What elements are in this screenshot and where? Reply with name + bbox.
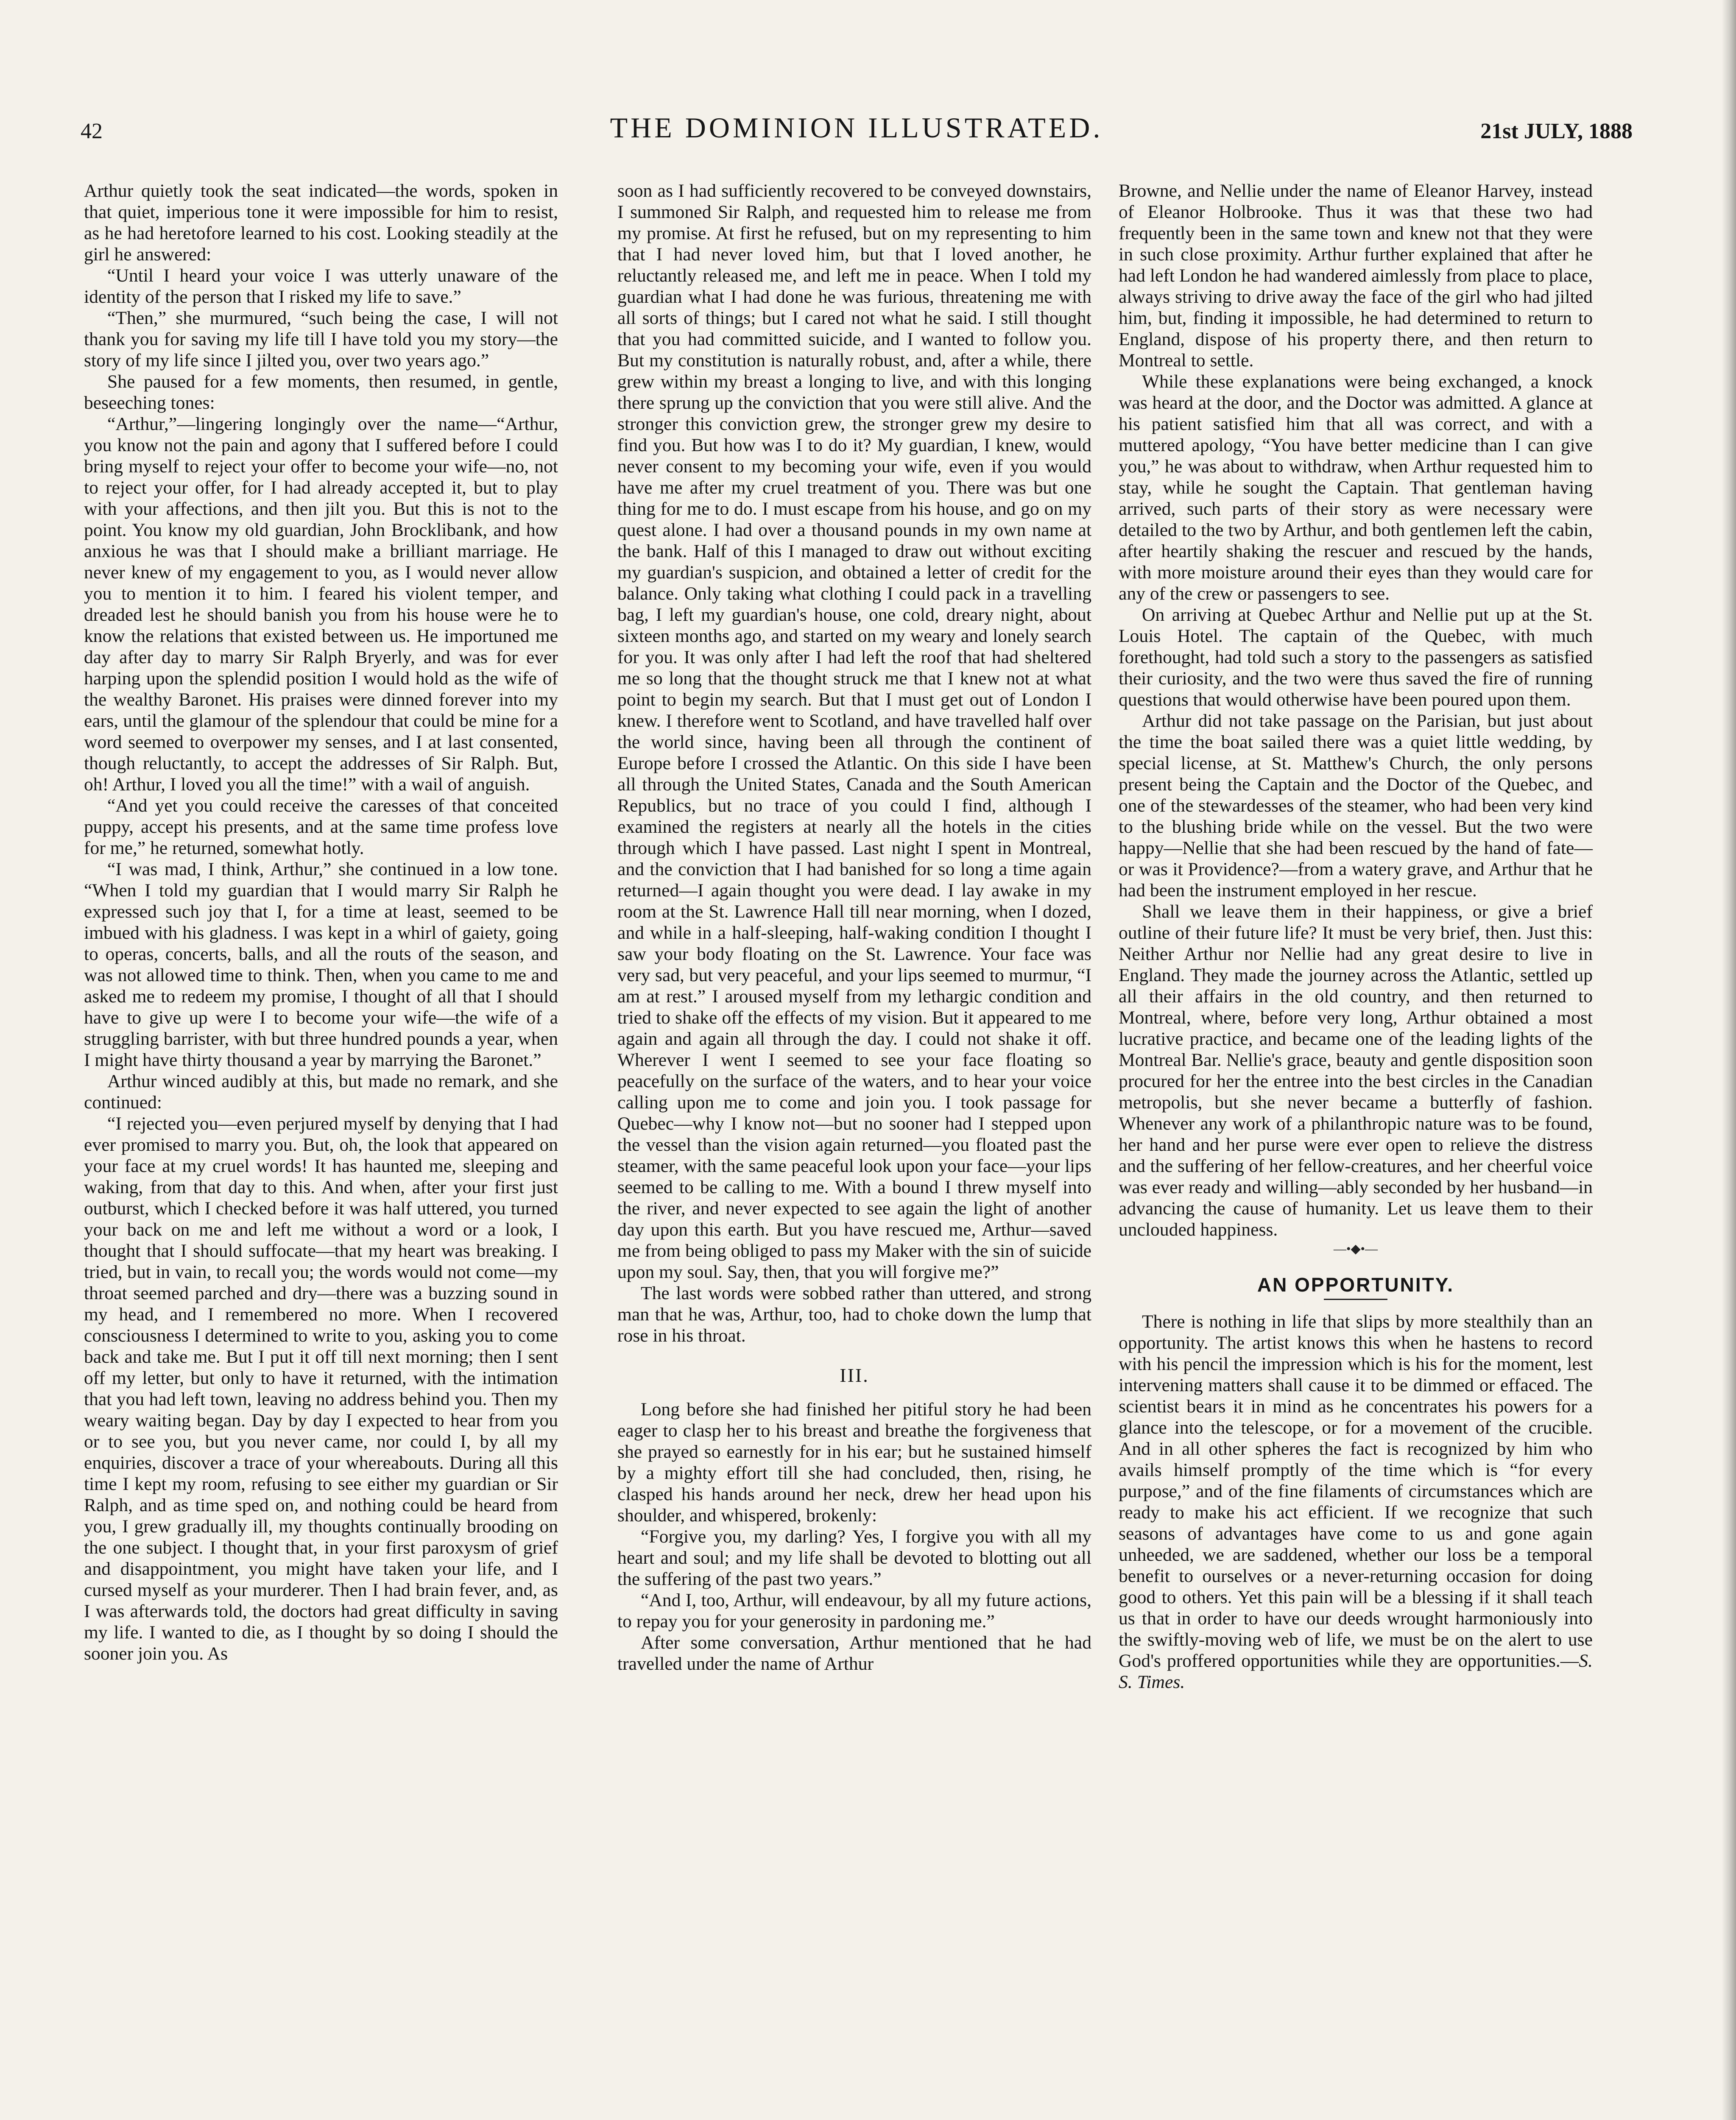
paragraph: “I was mad, I think, Arthur,” she continued in a low tone. “When I told my guardian that I would marry Sir Ralph he expressed such joy that I, for a time at least, seemed to be imbued with his gladness. I was kept in a whirl of gaiety, going to operas, concerts, balls, and all the routs of the season, and was not allowed time to think. Then, when you came to me and asked me to redeem my promise, I thought of all that I should have to give up were I to become your wife—the wife of a struggling barrister, with but three hundred pounds a year, when I might have thirty thousand a year by marrying the Baronet.” — [84, 859, 558, 1070]
paragraph: Arthur winced audibly at this, but made no remark, and she continued: — [84, 1071, 558, 1113]
paragraph: Browne, and Nellie under the name of Eleanor Harvey, instead of Eleanor Holbrooke. Thus it was that these two had frequently been in the same town and knew not that they were in such close proximity. Arthur further explained that after he had left London he had wandered aimlessly from place to place, always striving to drive away the face of the girl who had jilted him, but, finding it impossible, he had determined to return to England, dispose of his property there, and then return to Montreal to settle. — [1119, 181, 1593, 371]
paragraph: “And yet you could receive the caresses of that conceited puppy, accept his presents, and at the same time profess love for me,” he returned, somewhat hotly. — [84, 795, 558, 858]
paragraph: She paused for a few moments, then resumed, in gentle, beseeching tones: — [84, 371, 558, 413]
page-edge-shadow — [1722, 0, 1736, 2120]
section-number: III. — [840, 1364, 869, 1386]
article-text: There is nothing in life that slips by more stealthily than an opportunity. The artist knows this when he hastens to record with his pencil the impression which is his for the moment, lest intervening matters shall cause it to be dimmed or effaced. The scientist bears it in mind as he concentrates his powers for a glance into the telescope, or for a movement of the crucible. And in all other spheres the fact is recognized by him who avails himself promptly of the time which is “for every purpose,” and of the fine filaments of circumstances which are ready to make his act efficient. If we recognize that such seasons of advantages have come to us and gone again unheeded, we are saddened, whether our loss be a temporal benefit to ourselves or a never-returning occasion for doing good to others. Yet this pain will be a blessing if it shall teach us that in order to have our deeds wrought harmoniously into the swiftly-moving web of life, we must be on the alert to use God's proffered opportunities while they are opportunities.— — [1119, 1311, 1593, 1671]
paragraph: Arthur quietly took the seat indicated—the words, spoken in that quiet, imperious tone it were impossible for him to resist, as he had heretofore learned to his cost. Looking steadily at the girl he answered: — [84, 181, 558, 265]
column-1 — [84, 180, 558, 1664]
paragraph: Long before she had finished her pitiful story he had been eager to clasp her to his breast and breathe the forgiveness that she prayed so earnestly for in his ear; but he sustained himself by a mighty effort till she had concluded, then, rising, he clasped his hands around her neck, drew her head upon his shoulder, and whispered, brokenly: — [617, 1399, 1091, 1526]
publication-title: THE DOMINION ILLUSTRATED. — [610, 112, 1103, 144]
section-ornament: —•◆•— — [1333, 1242, 1378, 1256]
article-source: S. S. Times. — [1119, 1651, 1593, 1692]
paragraph: “And I, too, Arthur, will endeavour, by all my future actions, to repay you for your generosity in pardoning me.” — [617, 1590, 1091, 1632]
paragraph: Arthur did not take passage on the Parisian, but just about the time the boat sailed there was a quiet little wedding, by special license, at St. Matthew's Church, the only persons present being the Captain and the Doctor of the Quebec, and one of the stewardesses of the steamer, who had been very kind to the blushing bride while on the vessel. But the two were happy—Nellie that she had been rescued by the hand of fate—or was it Providence?—from a watery grave, and Arthur that he had been the instrument employed in her rescue. — [1119, 711, 1593, 901]
paragraph: Shall we leave them in their happiness, or give a brief outline of their future life? It must be very brief, then. Just this: Neither Arthur nor Nellie had any great desire to live in England. They made the journey across the Atlantic, settled up all their affairs in the old country, and then returned to Montreal, where, before very long, Arthur obtained a most lucrative practice, and became one of the leading lights of the Montreal Bar. Nellie's grace, beauty and gentle disposition soon procured for her the entree into the best circles in the Canadian metropolis, but she never became a butterfly of fashion. Whenever any work of a philanthropic nature was to be found, her hand and her purse were ever open to relieve the distress and the suffering of her fellow-creatures, and her cheerful voice was ever ready and willing—ably seconded by her husband—in advancing the cause of humanity. Let us leave them to their unclouded happiness. — [1119, 901, 1593, 1240]
issue-date: 21st JULY, 1888 — [1480, 119, 1633, 143]
paragraph: After some conversation, Arthur mentioned that he had travelled under the name of Arthur — [617, 1632, 1091, 1674]
paragraph: The last words were sobbed rather than uttered, and strong man that he was, Arthur, too, had to choke down the lump that rose in his throat. — [617, 1283, 1091, 1346]
paragraph: While these explanations were being exchanged, a knock was heard at the door, and the Doctor was admitted. A glance at his patient satisfied him that all was correct, and with a muttered apology, “You have better medicine than I can give you,” he was about to withdraw, when Arthur requested him to stay, while he sought the Captain. That gentleman having arrived, such parts of their story as were necessary were detailed to the two by Arthur, and both gentlemen left the cabin, after heartily shaking the rescuer and rescued by the hands, with more moisture around their eyes than they would care for any of the crew or passengers to see. — [1119, 371, 1593, 604]
page-number: 42 — [81, 119, 103, 143]
paragraph: “I rejected you—even perjured myself by denying that I had ever promised to marry you. But, oh, the look that appeared on your face at my cruel words! It has haunted me, sleeping and waking, from that day to this. And when, after your first just outburst, which I checked before it was half uttered, you turned your back on me and left me without a word or a look, I thought that I should suffocate—that my heart was breaking. I tried, but in vain, to recall you; the words would not come—my throat seemed parched and dry—there was a buzzing sound in my head, and I remembered no more. When I recovered consciousness I determined to write to you, asking you to come back and take me. But I put it off till next morning; then I sent off my letter, but only to have it returned, with the intimation that you had left town, leaving no address behind you. Then my weary waiting began. Day by day I expected to hear from you or to see you, but you never came, nor could I, by all my enquiries, discover a trace of your whereabouts. During all this time I kept my room, refusing to see either my guardian or Sir Ralph, and as time sped on, and nothing could be heard from you, I grew gradually ill, my thoughts continually brooding on the one subject. I thought that, in your first paroxysm of grief and disappointment, you might have taken your life, and I cursed myself as your murderer. Then I had brain fever, and, as I was afterwards told, the doctors had great difficulty in saving my life. I wanted to die, as I thought by so doing I should the sooner join you. As — [84, 1113, 558, 1664]
column-3 — [1119, 180, 1593, 1693]
paragraph: “Then,” she murmured, “such being the case, I will not thank you for saving my life till I have told you my story—the story of my life since I jilted you, over two years ago.” — [84, 308, 558, 371]
article-body — [1119, 1311, 1593, 1693]
paragraph: “Until I heard your voice I was utterly unaware of the identity of the person that I risked my life to save.” — [84, 265, 558, 307]
paragraph: On arriving at Quebec Arthur and Nellie put up at the St. Louis Hotel. The captain of the Quebec, with much forethought, had told such a story to the passengers as satisfied their curiosity, and the two were thus saved the fire of running questions that would otherwise have been poured upon them. — [1119, 605, 1593, 710]
column-2 — [617, 180, 1091, 1674]
page-header — [81, 111, 1633, 149]
paragraph: “Forgive you, my darling? Yes, I forgive you with all my heart and soul; and my life shall be devoted to blotting out all the suffering of the past two years.” — [617, 1526, 1091, 1589]
paragraph: “Arthur,”—lingering longingly over the name—“Arthur, you know not the pain and agony that I suffered before I could bring myself to reject your offer to become your wife—no, not to reject your offer, for I had already accepted it, but to play with your affections, and then jilt you. But this is not to the point. You know my old guardian, John Brocklibank, and how anxious he was that I should make a brilliant marriage. He never knew of my engagement to you, as I would never allow you to mention it to him. I feared his violent temper, and dreaded lest he should banish you from his house were he to know the relations that existed between us. He importuned me day after day to marry Sir Ralph Bryerly, and was for ever harping upon the splendid position I would hold as the wife of the wealthy Baronet. His praises were dinned forever into my ears, until the glamour of the splendour that could be mine for a word seemed to overpower my senses, and I at last consented, though reluctantly, to accept the addresses of Sir Ralph. But, oh! Arthur, I loved you all the time!” with a wail of anguish. — [84, 414, 558, 795]
paragraph: soon as I had sufficiently recovered to be conveyed downstairs, I summoned Sir Ralph, and requested him to release me from my promise. At first he refused, but on my representing to him that I had never loved him, but that I loved another, he reluctantly released me, and left me in peace. When I told my guardian what I had done he was furious, threatening me with all sorts of things; but I cared not what he said. I still thought that you had committed suicide, and I wanted to follow you. But my constitution is naturally robust, and, after a while, there grew within my breast a longing to live, and with this longing there sprung up the conviction that you were still alive. And the stronger this conviction grew, the stronger grew my desire to find you. But how was I to do it? My guardian, I knew, would never consent to my becoming your wife, even if you would have me after my cruel treatment of you. There was but one thing for me to do. I must escape from his house, and go on my quest alone. I had over a thousand pounds in my own name at the bank. Half of this I managed to draw out without exciting my guardian's suspicion, and obtained a letter of credit for the balance. Only taking what clothing I could pack in a travelling bag, I left my guardian's house, one cold, dreary night, about sixteen months ago, and started on my weary and lonely search for you. It was only after I had left the roof that had sheltered me so long that the thought struck me that I knew not at what point to begin my search. But that I must get out of London I knew. I therefore went to Scotland, and have travelled half over the world since, having been all through the continent of Europe before I crossed the Atlantic. On this side I have been all through the United States, Canada and the South American Republics, but no trace of you could I find, although I examined the registers at nearly all the hotels in the cities through which I have passed. Last night I spent in Montreal, and the conviction that I had banished for so long a time again returned—I again thought you were dead. I lay awake in my room at the St. Lawrence Hall till near morning, when I dozed, and while in a half-sleeping, half-waking condition I thought I saw your body floating on the St. Lawrence. Your face was very sad, but very peaceful, and your lips seemed to murmur, “I am at rest.” I aroused myself from my lethargic condition and tried to shake off the effects of my vision. But it appeared to me again and again all through the day. I could not shake it off. Wherever I went I seemed to see your face floating so peacefully on the surface of the waters, and to hear your voice calling upon me to come and join you. I took passage for Quebec—why I know not—but no sooner had I stepped upon the vessel than the vision again returned—you floated past the steamer, with the same peaceful look upon your face—your lips seemed to be calling to me. With a bound I threw myself into the river, and never expected to see again the light of another day upon this earth. But you have rescued me, Arthur—saved me from being obliged to pass my Maker with the sin of suicide upon my soul. Say, then, that you will forgive me?” — [617, 181, 1091, 1282]
title-rule — [1324, 1299, 1387, 1300]
article-title: AN OPPORTUNITY. — [1257, 1274, 1454, 1296]
